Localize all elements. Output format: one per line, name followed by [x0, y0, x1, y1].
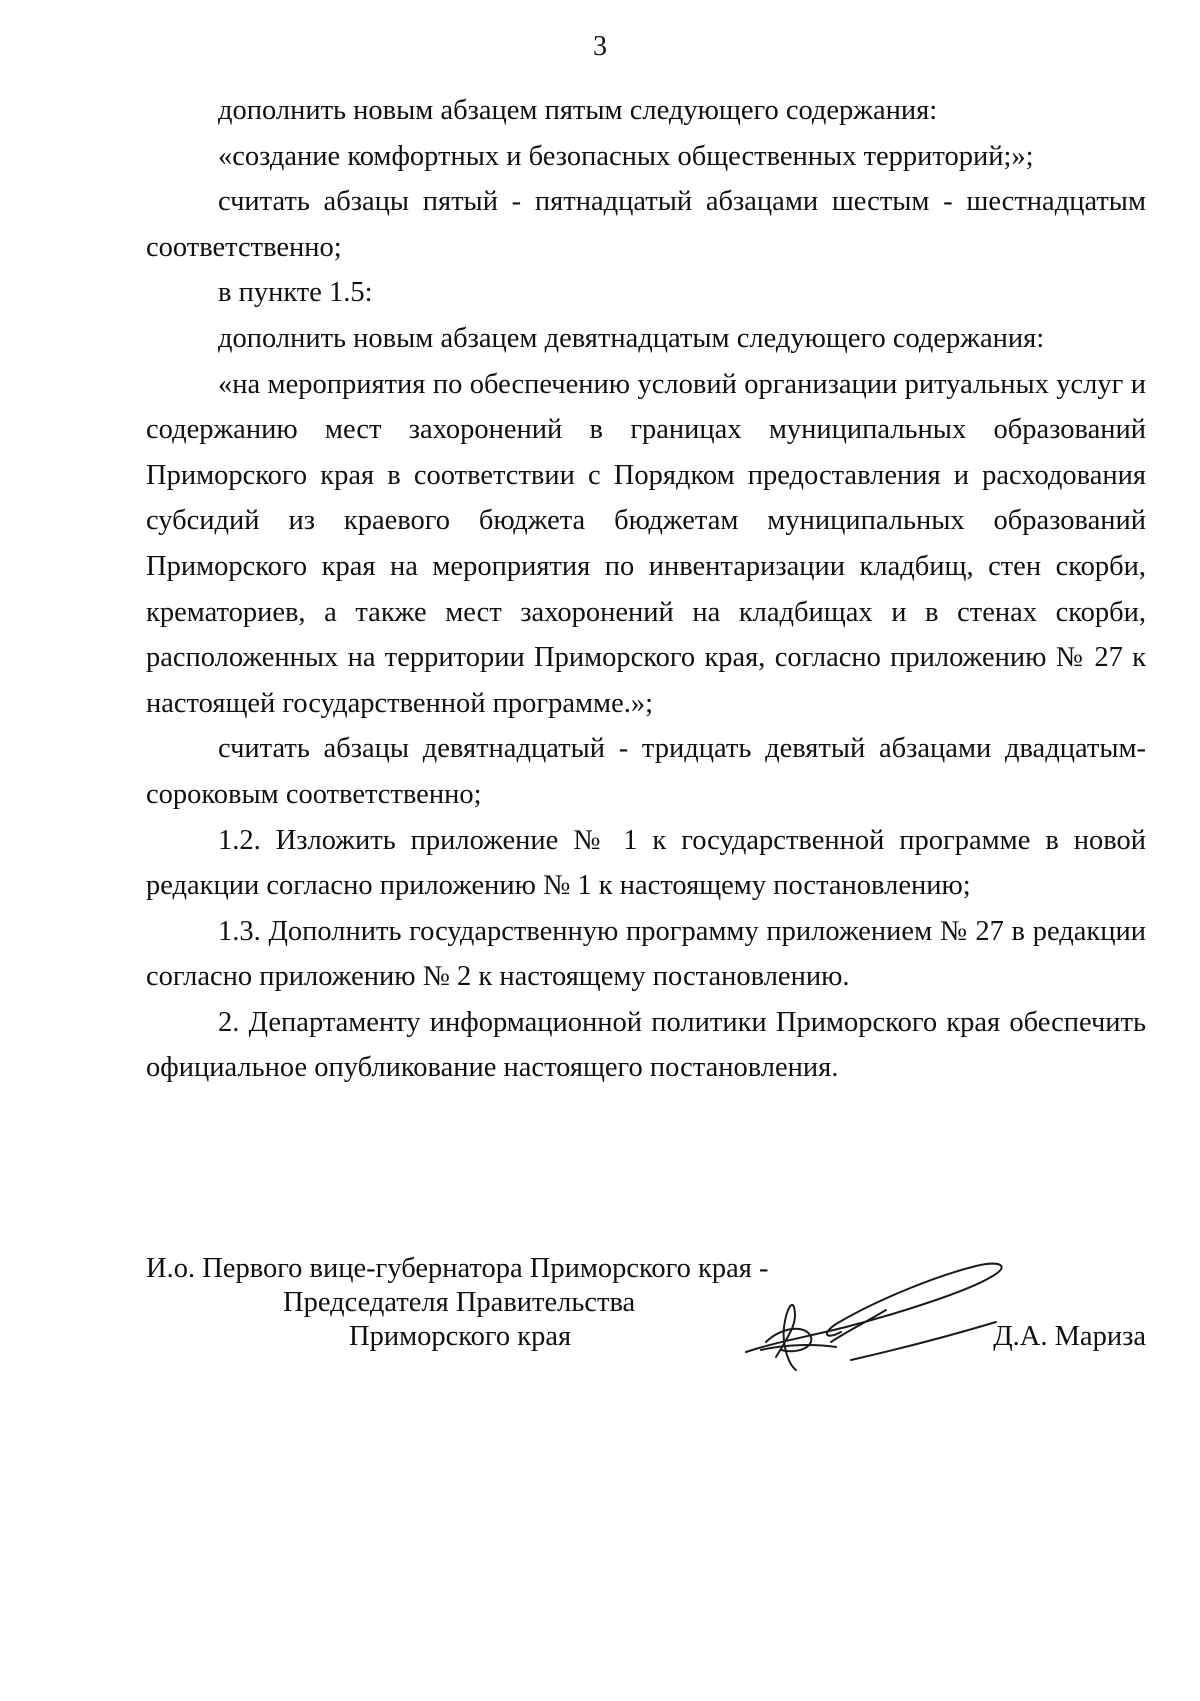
page-number: 3	[593, 31, 607, 62]
signatory-title-line: Приморского края	[349, 1321, 572, 1352]
signatory-title-line: И.о. Первого вице-губернатора Приморского края -	[146, 1253, 769, 1284]
signatory-title-line: Председателя Правительства	[283, 1287, 636, 1318]
paragraph: считать абзацы пятый - пятнадцатый абзацами шестым - шестнадцатым соответственно;	[146, 186, 1146, 263]
paragraph: «на мероприятия по обеспечению условий организации ритуальных услуг и содержанию мест захоронений в границах муниципальных образований Приморского края в соответствии с Порядком предоставления и расходования субсидий из краевого бюджета бюджетам муниципальных образований Приморского края на мероприятия по инвентаризации кладбищ, стен скорби, крематориев, а также мест захоронений на кладбищах и в стенах скорби, расположенных на территории Приморского края, согласно приложению № 27 к настоящей государственной программе.»;	[146, 368, 1146, 719]
handwritten-signature	[736, 1252, 1036, 1372]
signatory-name: Д.А. Мариза	[993, 1321, 1146, 1352]
document-body	[146, 88, 1146, 1091]
paragraph: в пункте 1.5:	[218, 277, 373, 309]
paragraph: 2. Департаменту информационной политики Приморского края обеспечить официальное опубликование настоящего постановления.	[146, 1006, 1146, 1084]
paragraph: 1.3. Дополнить государственную программу приложением № 27 в редакции согласно приложению № 2 к настоящему постановлению.	[146, 915, 1146, 993]
paragraph: дополнить новым абзацем пятым следующего содержания:	[218, 95, 938, 126]
signature-block	[146, 1252, 1146, 1372]
paragraph: «создание комфортных и безопасных общественных территорий;»;	[218, 140, 1034, 172]
paragraph: 1.2. Изложить приложение № 1 к государственной программе в новой редакции согласно приложению № 1 к настоящему постановлению;	[146, 824, 1146, 902]
paragraph: считать абзацы девятнадцатый - тридцать девятый абзацами двадцатым-сороковым соответственно;	[146, 733, 1146, 810]
paragraph: дополнить новым абзацем девятнадцатым следующего содержания:	[218, 322, 1045, 354]
